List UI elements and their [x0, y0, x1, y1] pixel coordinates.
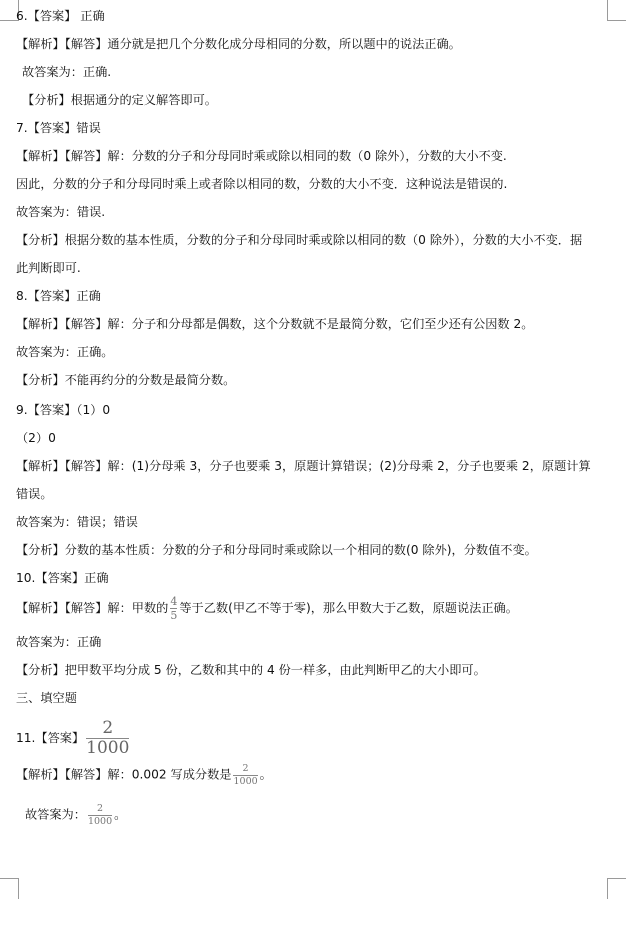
corner-mark-bottom-left — [0, 878, 19, 899]
answer-6-analysis: 【解析】【解答】通分就是把几个分数化成分母相同的分数，所以题中的说法正确。 — [16, 37, 461, 51]
fraction-answer-11-conclusion — [88, 804, 112, 826]
answer-10-analysis-before: 【解析】【解答】解：甲数的 — [16, 601, 169, 615]
answer-9-note: 【分析】分数的基本性质：分数的分子和分母同时乘或除以一个相同的数(0 除外)，分数值不变。 — [16, 543, 537, 557]
fraction-four-fifths — [170, 596, 177, 621]
answer-11-analysis — [16, 764, 272, 786]
answer-9-part-2: （2）0 — [16, 431, 56, 445]
answer-10-note: 【分析】把甲数平均分成 5 份，乙数和其中的 4 份一样多，由此判断甲乙的大小即可。 — [16, 663, 486, 677]
answer-10-analysis — [16, 596, 518, 621]
answer-10-heading: 10.【答案】正确 — [16, 571, 109, 585]
answer-7-analysis: 【解析】【解答】解：分数的分子和分母同时乘或除以相同的数（0 除外），分数的大小不变. — [16, 149, 507, 163]
answer-11-heading — [16, 720, 131, 756]
corner-mark-top-right — [607, 0, 626, 21]
answer-6-note: 【分析】根据通分的定义解答即可。 — [22, 93, 217, 107]
answer-11-heading-before: 11.【答案】 — [16, 731, 85, 745]
fraction-numerator: 2 — [102, 718, 114, 738]
fraction-numerator: 2 — [97, 803, 104, 814]
answer-7-heading: 7.【答案】错误 — [16, 121, 101, 135]
fraction-answer-11-inline — [233, 764, 257, 786]
fraction-denominator: 1000 — [87, 815, 113, 827]
answer-11-conclusion-before: 故答案为： — [25, 807, 86, 822]
answer-11-analysis-after: 。 — [259, 767, 272, 782]
fraction-answer-11 — [86, 720, 129, 757]
fraction-numerator: 4 — [170, 595, 178, 608]
answer-7-analysis-cont: 因此，分数的分子和分母同时乘上或者除以相同的数，分数的大小不变．这种说法是错误的. — [16, 177, 508, 191]
answer-9-heading: 9.【答案】（1）0 — [16, 403, 111, 417]
corner-mark-bottom-right — [607, 878, 626, 899]
fraction-denominator: 1000 — [233, 775, 258, 787]
fraction-denominator: 5 — [170, 609, 178, 622]
answer-9-analysis: 【解析】【解答】解：(1)分母乘 3，分子也要乘 3，原题计算错误；(2)分母乘 2，分子也要乘 2，原题计算 — [16, 459, 591, 473]
answer-7-note: 【分析】根据分数的基本性质，分数的分子和分母同时乘或除以相同的数（0 除外），分数的大小不变．据 — [16, 233, 583, 247]
answer-6-heading: 6.【答案】 正确 — [16, 9, 105, 23]
answer-11-analysis-before: 【解析】【解答】解：0.002 写成分数是 — [16, 767, 232, 782]
answer-10-analysis-after: 等于乙数(甲乙不等于零)，那么甲数大于乙数，原题说法正确。 — [179, 601, 518, 615]
answer-11-conclusion — [25, 804, 126, 826]
answer-6-conclusion: 故答案为：正确. — [22, 65, 112, 79]
answer-9-conclusion: 故答案为：错误；错误 — [16, 515, 138, 529]
answer-7-note-cont: 此判断即可. — [16, 261, 81, 275]
section-heading-fill-in: 三、填空题 — [16, 691, 77, 705]
answer-8-conclusion: 故答案为：正确。 — [16, 345, 114, 359]
answer-10-conclusion: 故答案为：正确 — [16, 635, 102, 649]
answer-9-analysis-cont: 错误。 — [16, 487, 53, 501]
answer-8-heading: 8.【答案】正确 — [16, 289, 101, 303]
answer-8-note: 【分析】不能再约分的分数是最简分数。 — [16, 373, 236, 387]
fraction-numerator: 2 — [242, 763, 249, 774]
answer-11-conclusion-after: 。 — [114, 807, 127, 822]
answer-8-analysis: 【解析】【解答】解：分子和分母都是偶数，这个分数就不是最简分数，它们至少还有公因数 2。 — [16, 317, 534, 331]
answer-7-conclusion: 故答案为：错误. — [16, 205, 106, 219]
fraction-denominator: 1000 — [86, 738, 130, 758]
